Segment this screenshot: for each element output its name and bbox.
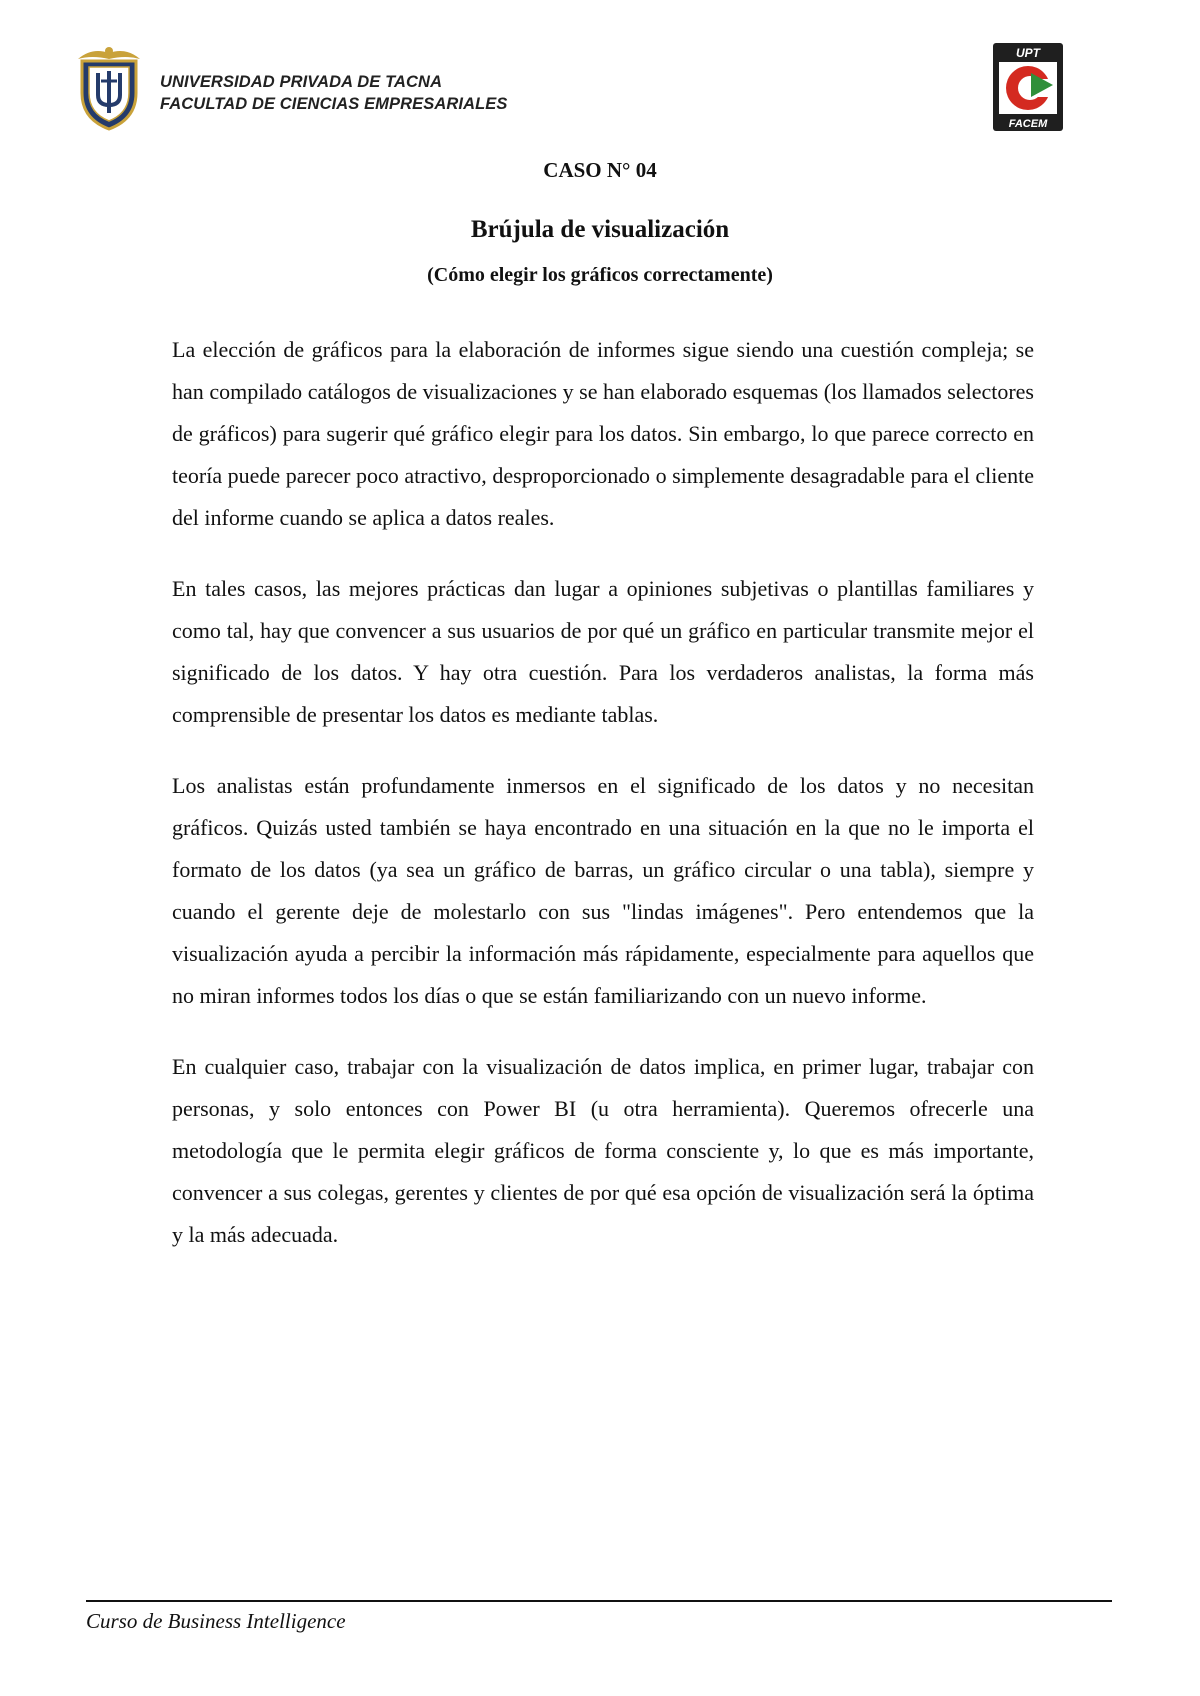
case-number: CASO N° 04 bbox=[543, 158, 657, 182]
logo-top-text: UPT bbox=[1016, 46, 1040, 60]
institution-header bbox=[160, 71, 507, 115]
logo-bottom-text: FACEM bbox=[1008, 118, 1048, 130]
university-name: UNIVERSIDAD PRIVADA DE TACNA bbox=[160, 73, 443, 91]
faculty-name: FACULTAD DE CIENCIAS EMPRESARIALES bbox=[160, 95, 508, 113]
page-title: Brújula de visualización bbox=[470, 216, 730, 243]
upt-facem-logo-icon bbox=[993, 43, 1063, 131]
footer-divider bbox=[86, 1600, 1112, 1602]
page-subtitle: (Cómo elegir los gráficos correctamente) bbox=[427, 264, 773, 286]
paragraph: En tales casos, las mejores prácticas dan lugar a opiniones subjetivas o plantillas familiares y como tal, hay que convencer a sus usuarios de por qué un gráfico en particular transmite mejor el significado de los datos. Y hay otra cuestión. Para los verdaderos analistas, la forma más comprensible de presentar los datos es mediante tablas. bbox=[172, 576, 1034, 727]
university-crest-icon bbox=[74, 43, 144, 133]
paragraph: La elección de gráficos para la elaboración de informes sigue siendo una cuestión compleja; se han compilado catálogos de visualizaciones y se han elaborado esquemas (los llamados selectores de gráficos) para sugerir qué gráfico elegir para los datos. Sin embargo, lo que parece correcto en teoría puede parecer poco atractivo, desproporcionado o simplemente desagradable para el cliente del informe cuando se aplica a datos reales. bbox=[172, 337, 1034, 530]
footer-course-name: Curso de Business Intelligence bbox=[86, 1609, 346, 1633]
document-body bbox=[172, 329, 1034, 1285]
paragraph: Los analistas están profundamente inmersos en el significado de los datos y no necesitan gráficos. Quizás usted también se haya encontrado en una situación en la que no le importa el formato de los datos (ya sea un gráfico de barras, un gráfico circular o una tabla), siempre y cuando el gerente deje de molestarlo con sus "lindas imágenes". Pero entendemos que la visualización ayuda a percibir la información más rápidamente, especialmente para aquellos que no miran informes todos los días o que se están familiarizando con un nuevo informe. bbox=[172, 773, 1034, 1008]
paragraph: En cualquier caso, trabajar con la visualización de datos implica, en primer lugar, trabajar con personas, y solo entonces con Power BI (u otra herramienta). Queremos ofrecerle una metodología que le permita elegir gráficos de forma consciente y, lo que es más importante, convencer a sus colegas, gerentes y clientes de por qué esa opción de visualización será la óptima y la más adecuada. bbox=[172, 1054, 1034, 1247]
